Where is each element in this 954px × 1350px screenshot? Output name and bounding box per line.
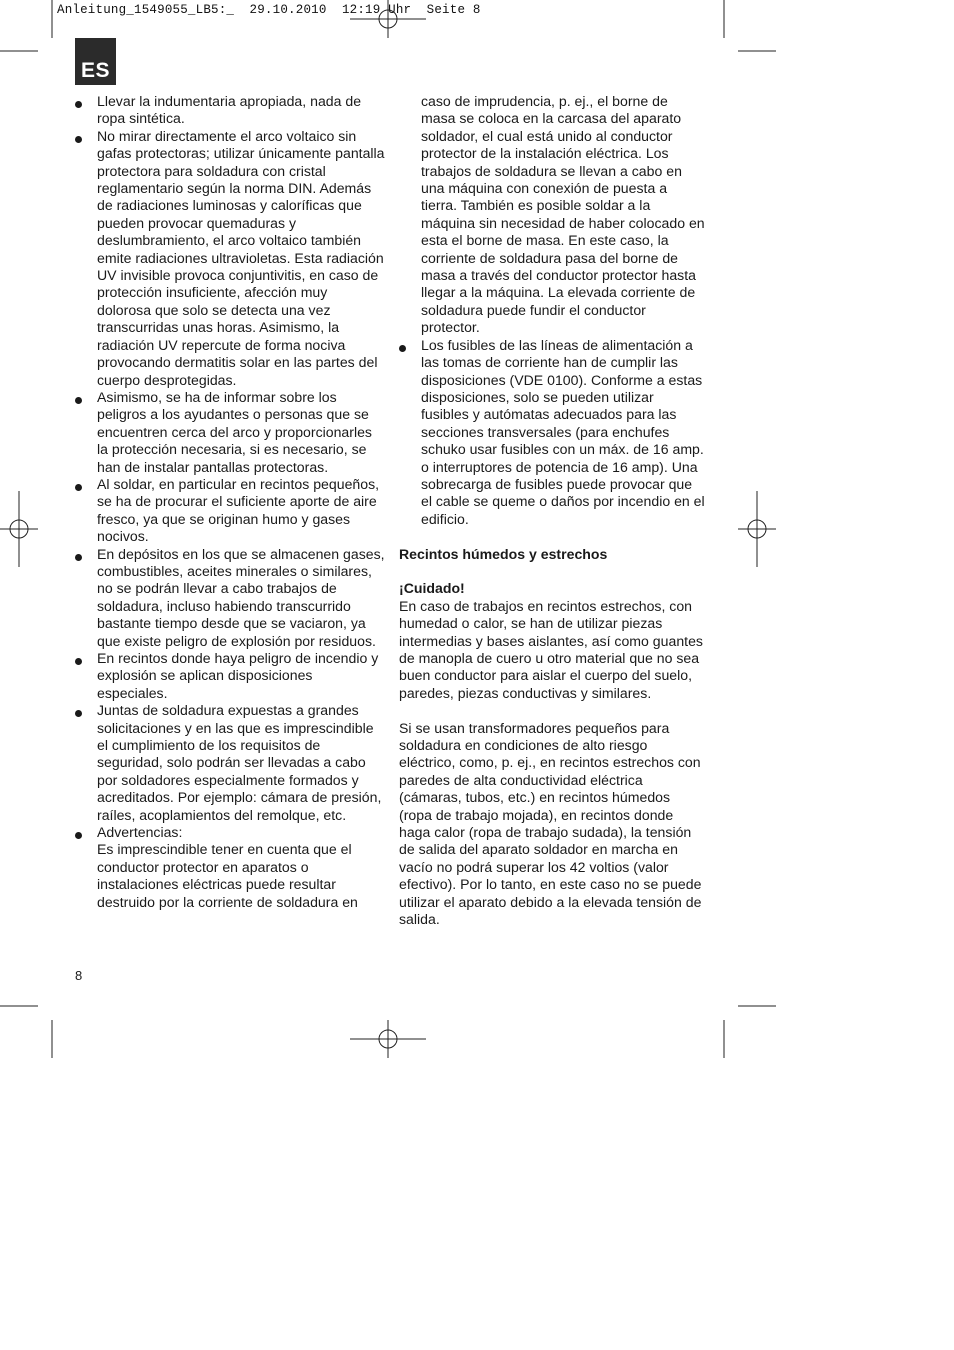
left-column bbox=[75, 93, 385, 911]
left-bullet-list bbox=[75, 93, 385, 841]
list-item: No mirar directamente el arco voltaico sin gafas protectoras; utilizar únicamente pantalla protectora para soldadura con cristal reglamentario según la norma DIN. Además de radiaciones luminosas y caloríficas que pueden provocar quemaduras y deslumbramiento, el arco voltaico también emite radiaciones ultravioletas. Esta radiación UV invisible provoca conjuntivitis, en caso de protección insuficiente, afección muy dolorosa que solo se detecta una vez transcurridas unas horas. Asimismo, la radiación UV repercute de forma nociva provocando dermatitis solar en las partes del cuerpo desprotegidas. bbox=[75, 128, 385, 389]
language-badge: ES bbox=[75, 38, 116, 85]
list-item: Advertencias: bbox=[75, 824, 385, 841]
list-item: Asimismo, se ha de informar sobre los peligros a los ayudantes o personas que se encuentren cerca del arco y proporcionarles la protección necesaria, si es necesario, se han de instalar pantallas protectoras. bbox=[75, 389, 385, 476]
warning-continuation: caso de imprudencia, p. ej., el borne de masa se coloca en la carcasa del aparato soldador, el cual está unido al conductor protector de la instalación eléctrica. Los trabajos de soldadura se llevan a cabo en una máquina con conexión de puesta a tierra. También es posible soldar a la máquina sin necesidad de haber colocado en esta el borne de masa. En este caso, la corriente de soldadura pasa del borne de masa a través del conductor protector hasta llegar a la máquina. La elevada corriente de soldadura puede fundir el conductor protector. bbox=[421, 93, 705, 336]
registration-mark-right bbox=[738, 491, 776, 567]
registration-mark-bottom bbox=[350, 1020, 426, 1058]
list-item: En recintos donde haya peligro de incendio y explosión se aplican disposiciones especiales. bbox=[75, 650, 385, 702]
list-item: Los fusibles de las líneas de alimentación a las tomas de corriente han de cumplir las disposiciones (VDE 0100). Conforme a estas disposiciones, solo se pueden utilizar fusibles y autómatas adecuados para las secciones transversales (para enchufes schuko usar fusibles con un máx. de 16 amp. o interruptores de potencia de 16 amp). Una sobrecarga de fusibles puede provocar que el cable se queme o daños por incendio en el edificio. bbox=[399, 337, 705, 528]
paragraph: En caso de trabajos en recintos estrechos, con humedad o calor, se han de utilizar piezas intermedias y bases aislantes, así como guantes de manopla de cuero u otro material que no sea buen conductor para aislar el cuerpo del suelo, paredes, piezas conductivas y similares. bbox=[399, 597, 703, 701]
registration-mark-left bbox=[0, 491, 38, 567]
right-bullet-list bbox=[399, 337, 705, 528]
paragraph: Si se usan transformadores pequeños para soldadura en condiciones de alto riesgo eléctrico, como, p. ej., en recintos estrechos con paredes de alta conductividad eléctrica (cámaras, tubos, etc.) en recintos húmedos (ropa de trabajo mojada), en recintos donde haga calor (ropa de trabajo sudada), la tensión de salida del aparato soldador en marcha en vacío no podrá superar los 42 voltios (valor efectivo). Por lo tanto, en este caso no se puede utilizar el aparato debido a la elevada tensión de salida. bbox=[399, 719, 702, 928]
list-item: Al soldar, en particular en recintos pequeños, se ha de procurar el suficiente aporte de aire fresco, ya que se originan humo y gases nocivos. bbox=[75, 476, 385, 546]
warning-text: Es imprescindible tener en cuenta que el conductor protector en aparatos o instalaciones eléctricas puede resultar destruido por la corriente de soldadura en bbox=[97, 841, 358, 910]
list-item: Juntas de soldadura expuestas a grandes solicitaciones y en las que es imprescindible el cumplimiento de los requisitos de seguridad, solo podrán ser llevadas a cabo por soldadores especialmente formados y acreditados. Por ejemplo: cámara de presión, raíles, acoplamientos del remolque, etc. bbox=[75, 702, 385, 824]
list-item: En depósitos en los que se almacenen gases, combustibles, aceites minerales o similares, no se podrán llevar a cabo trabajos de soldadura, incluso habiendo transcurrido bastante tiempo desde que se vaciaron, ya que existe peligro de explosión por residuos. bbox=[75, 546, 385, 650]
section-heading: Recintos húmedos y estrechos bbox=[399, 545, 608, 562]
page-number: 8 bbox=[75, 968, 83, 983]
right-column bbox=[399, 93, 705, 928]
print-slug: Anleitung_1549055_LB5:_ 29.10.2010 12:19 Uhr Seite 8 bbox=[57, 3, 481, 17]
list-item: Llevar la indumentaria apropiada, nada de ropa sintética. bbox=[75, 93, 385, 128]
registration-mark-top bbox=[350, 0, 426, 38]
caution-heading: ¡Cuidado! bbox=[399, 580, 465, 597]
